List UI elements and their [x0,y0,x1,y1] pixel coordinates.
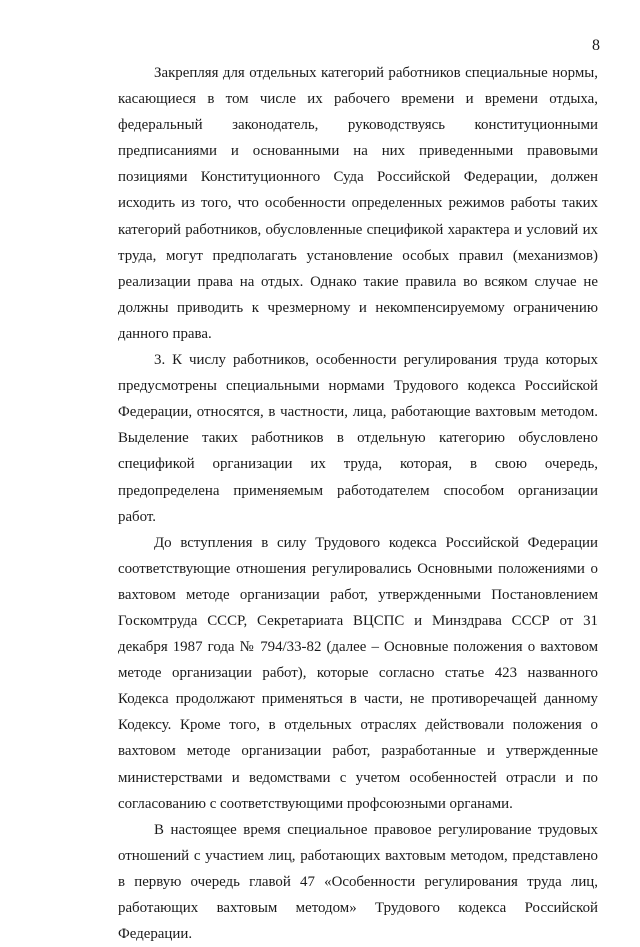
paragraph: В настоящее время специальное правовое регулирование трудовых отношений с участием лиц, работающих вахтовым методом, представлено в первую очередь главой 47 «Особенности регулирования труда лиц, работающих вахтовым методом» Трудового кодекса Российской Федерации. [118,821,598,943]
page-number: 8 [592,37,600,54]
paragraph: До вступления в силу Трудового кодекса Российской Федерации соответствующие отношения регулировались Основными положениями о вахтовом методе организации работ, утвержденными Постановлением Госкомтруда СССР, Секретариата ВЦСПС и Минздрава СССР от 31 декабря 1987 года № 794/33-82 (далее – Основные положения о вахтовом методе организации работ), которые согласно статье 423 названного Кодекса продолжают применяться в части, не противоречащей данному Кодексу. Кроме того, в отдельных отраслях действовали положения о вахтовом методе организации работ, разработанные и утвержденные министерствами и ведомствами с учетом особенностей отрасли и по согласованию с соответствующими профсоюзными органами. [118,534,598,812]
paragraph: 3. К числу работников, особенности регулирования труда которых предусмотрены специальными нормами Трудового кодекса Российской Федерации, относятся, в частности, лица, работающие вахтовым методом. Выделение таких работников в отдельную категорию обусловлено спецификой организации их труда, которая, в свою очередь, предопределена применяемым работодателем способом организации работ. [118,352,598,525]
document-body [118,60,598,947]
paragraph: Закрепляя для отдельных категорий работников специальные нормы, касающиеся в том числе их рабочего времени и времени отдыха, федеральный законодатель, руководствуясь конституционными предписаниями и основанными на них приведенными правовыми позициями Конституционного Суда Российской Федерации, должен исходить из того, что особенности определенных режимов работы таких категорий работников, обусловленные спецификой характера и условий их труда, могут предполагать установление особых правил (механизмов) реализации права на отдых. Однако такие правила во всяком случае не должны приводить к чрезмерному и некомпенсируемому ограничению данного права. [118,65,598,342]
